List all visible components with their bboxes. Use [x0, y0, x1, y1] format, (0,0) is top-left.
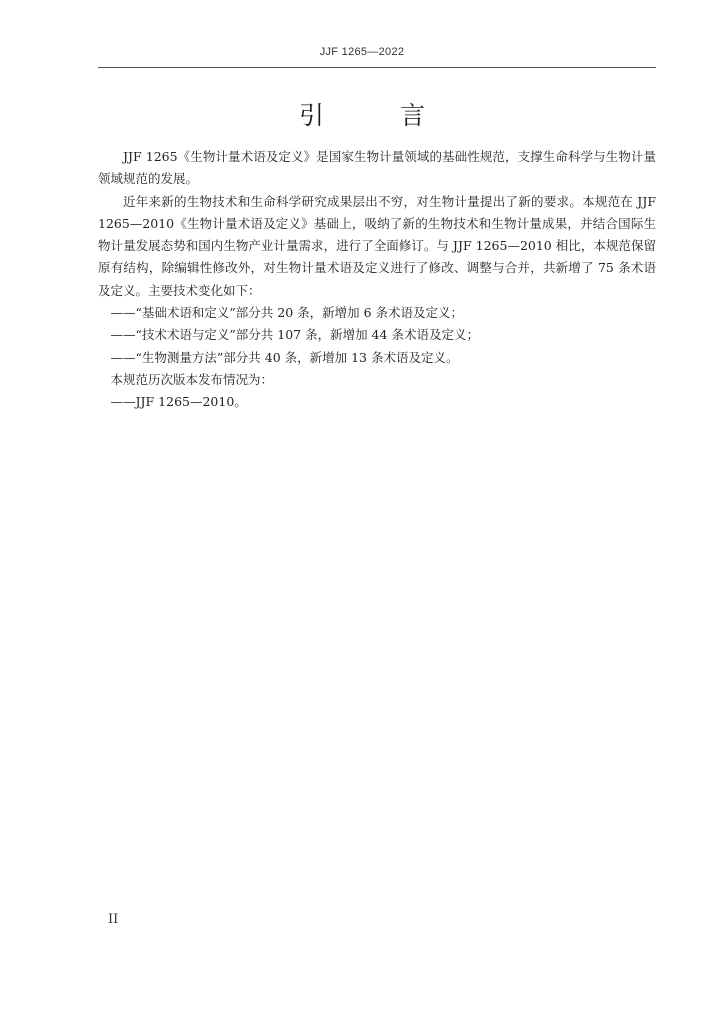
list-item-measurement-methods: ——“生物测量方法”部分共 40 条，新增加 13 条术语及定义。	[110, 349, 459, 365]
list-item-history-version: ——JJF 1265—2010。	[110, 394, 247, 410]
header-rule	[98, 67, 656, 68]
page-number: II	[108, 912, 119, 927]
list-item-basic-terms: ——“基础术语和定义”部分共 20 条，新增加 6 条术语及定义；	[110, 305, 464, 321]
body-text	[98, 146, 656, 414]
page-title: 引言	[298, 101, 501, 130]
paragraph-history: 本规范历次版本发布情况为：	[110, 371, 274, 387]
paragraph-revision: 近年来新的生物技术和生命科学研究成果层出不穷，对生物计量提出了新的要求。本规范在 JJF 1265—2010《生物计量术语及定义》基础上，吸纳了新的生物技术和生物计量成果，并结合国际生物计量发展态势和国内生物产业计量需求，进行了全面修订。与 JJF 1265—2010 相比，本规范保留原有结构，除编辑性修改外，对生物计量术语及定义进行了修改、调整与合并，共新增了 75 条术语及定义。主要技术变化如下：	[98, 193, 656, 298]
list-item-technical-terms: ——“技术术语与定义”部分共 107 条，新增加 44 条术语及定义；	[110, 327, 479, 343]
header-doc-code: JJF 1265—2022	[319, 46, 405, 58]
paragraph-intro: JJF 1265《生物计量术语及定义》是国家生物计量领域的基础性规范，支撑生命科学与生物计量领域规范的发展。	[98, 149, 656, 187]
